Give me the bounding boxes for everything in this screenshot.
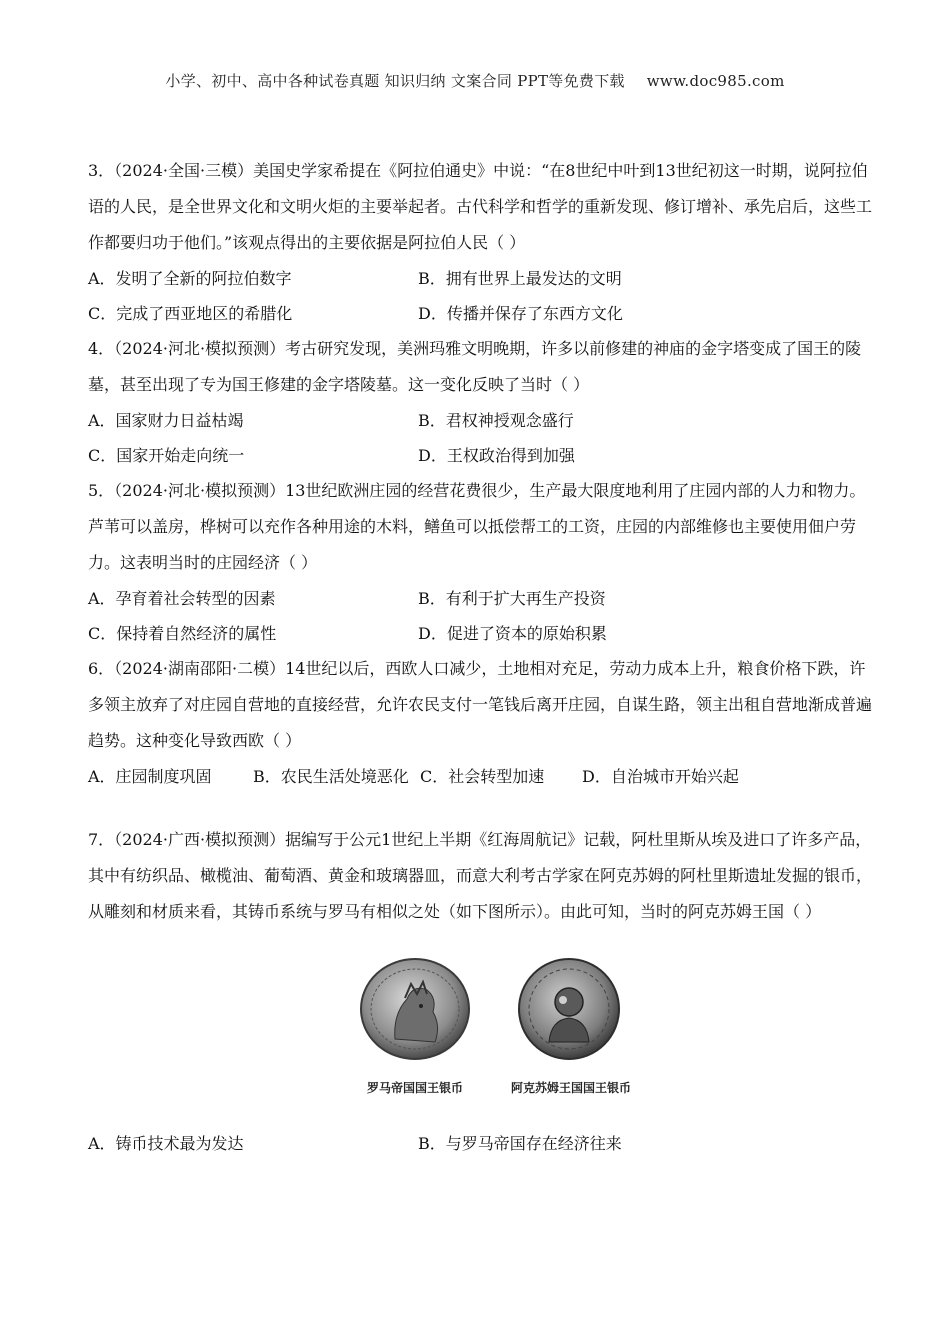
coin-figure bbox=[108, 954, 878, 1106]
option-c: C．社会转型加速 bbox=[420, 767, 545, 786]
question-stem: 5．（2024·河北·模拟预测）13世纪欧洲庄园的经营花费很少，生产最大限度地利用了庄园内部的人力和物力。芦苇可以盖房，桦树可以充作各种用途的木料，鳝鱼可以抵偿帮工的工资，庄园的内部维修也主要使用佃户劳力。这表明当时的庄园经济（ ） bbox=[88, 481, 866, 572]
question-3 bbox=[88, 153, 878, 331]
header-text: 小学、初中、高中各种试卷真题 知识归纳 文案合同 PPT等免费下载 bbox=[165, 72, 625, 90]
option-b: B．君权神授观念盛行 bbox=[418, 411, 574, 430]
header-url[interactable]: www.doc985.com bbox=[646, 72, 785, 90]
option-d: D．自治城市开始兴起 bbox=[582, 767, 739, 786]
option-d: D．促进了资本的原始积累 bbox=[418, 624, 607, 643]
question-stem: 7．（2024·广西·模拟预测）据编写于公元1世纪上半期《红海周航记》记载，阿杜里斯从埃及进口了许多产品，其中有纺织品、橄榄油、葡萄酒、黄金和玻璃器皿，而意大利考古学家在阿克苏姆的阿杜里斯遗址发掘的银币，从雕刻和材质来看，其铸币系统与罗马有相似之处（如下图所示）。由此可知，当时的阿克苏姆王国（ ） bbox=[88, 830, 873, 921]
question-options bbox=[88, 1126, 878, 1161]
option-b: B．农民生活处境恶化 bbox=[253, 767, 409, 786]
question-5 bbox=[88, 473, 878, 651]
option-a: A．孕育着社会转型的因素 bbox=[88, 589, 276, 608]
question-stem: 3．（2024·全国·三模）美国史学家希提在《阿拉伯通史》中说：“在8世纪中叶到13世纪初这一时期，说阿拉伯语的人民，是全世界文化和文明火炬的主要举起者。古代科学和哲学的重新发现、修订增补、承先启后，这些工作都要归功于他们。”该观点得出的主要依据是阿拉伯人民（ ） bbox=[88, 161, 873, 252]
question-options bbox=[88, 261, 878, 331]
question-options bbox=[88, 759, 878, 794]
option-b: B．拥有世界上最发达的文明 bbox=[418, 269, 622, 288]
roman-coin-panel bbox=[355, 954, 475, 1106]
option-b: B．有利于扩大再生产投资 bbox=[418, 589, 606, 608]
option-c: C．保持着自然经济的属性 bbox=[88, 624, 277, 643]
aksum-coin-panel bbox=[511, 954, 631, 1106]
figure-caption-right: 阿克苏姆王国国王银币 bbox=[510, 1081, 631, 1095]
option-b: B．与罗马帝国存在经济往来 bbox=[418, 1134, 622, 1153]
question-list bbox=[88, 153, 878, 1161]
page-header bbox=[0, 70, 950, 91]
option-a: A．国家财力日益枯竭 bbox=[88, 411, 244, 430]
question-options bbox=[88, 403, 878, 473]
figure-caption-left: 罗马帝国国王银币 bbox=[366, 1081, 463, 1095]
question-4 bbox=[88, 331, 878, 473]
question-stem: 4．（2024·河北·模拟预测）考古研究发现，美洲玛雅文明晚期，许多以前修建的神庙的金字塔变成了国王的陵墓，甚至出现了专为国王修建的金字塔陵墓。这一变化反映了当时（ ） bbox=[88, 339, 862, 394]
spacer bbox=[88, 794, 878, 822]
question-6 bbox=[88, 651, 878, 794]
question-options bbox=[88, 581, 878, 651]
option-a: A．庄园制度巩固 bbox=[88, 767, 212, 786]
option-d: D．王权政治得到加强 bbox=[418, 446, 575, 465]
option-a: A．发明了全新的阿拉伯数字 bbox=[88, 269, 292, 288]
question-stem: 6．（2024·湖南邵阳·二模）14世纪以后，西欧人口减少，土地相对充足，劳动力成本上升，粮食价格下跌，许多领主放弃了对庄园自营地的直接经营，允许农民支付一笔钱后离开庄园，自谋生路，领主出租自营地渐成普遍趋势。这种变化导致西欧（ ） bbox=[88, 659, 873, 750]
question-7 bbox=[88, 822, 878, 1161]
option-a: A．铸币技术最为发达 bbox=[88, 1134, 244, 1153]
option-d: D．传播并保存了东西方文化 bbox=[418, 304, 623, 323]
option-c: C．完成了西亚地区的希腊化 bbox=[88, 304, 293, 323]
roman-silver-coin-image bbox=[355, 954, 475, 1064]
option-c: C．国家开始走向统一 bbox=[88, 446, 245, 465]
aksum-silver-coin-image bbox=[511, 954, 631, 1064]
